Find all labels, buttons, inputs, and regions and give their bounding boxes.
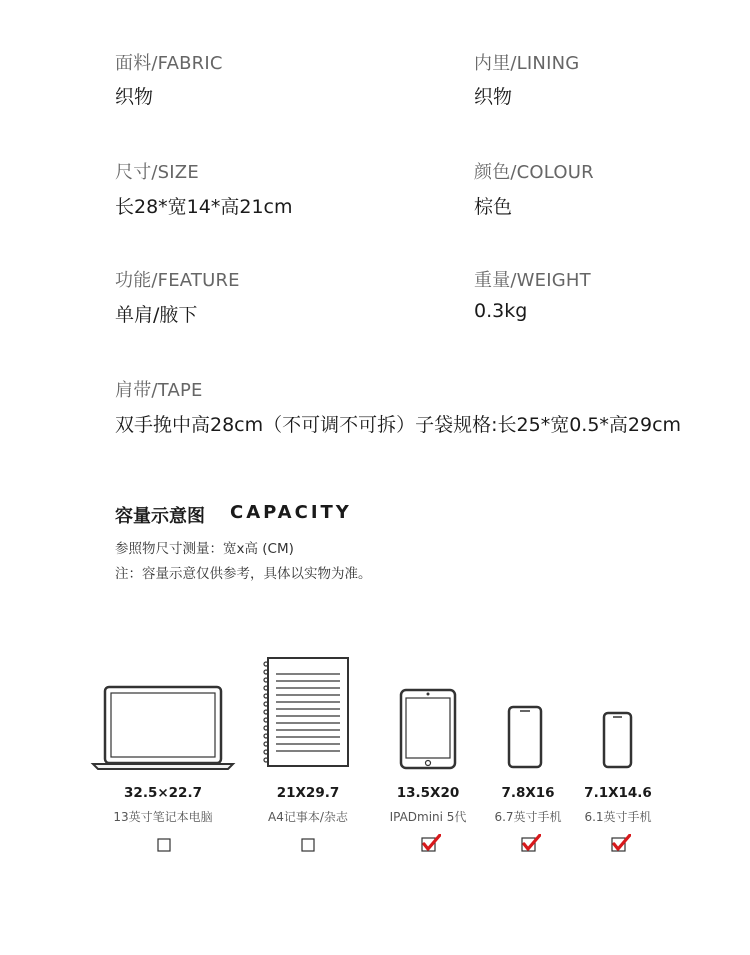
phone-6-1-icon bbox=[604, 713, 631, 767]
item-4-checkmark-icon bbox=[521, 834, 541, 852]
item-2-dims: 21X29.7 bbox=[276, 785, 340, 801]
lining-label: 内里/LINING bbox=[474, 53, 580, 74]
item-2-checkbox bbox=[301, 838, 315, 852]
notebook-icon bbox=[264, 658, 348, 766]
fabric-value: 织物 bbox=[115, 86, 154, 108]
size-value: 长28*宽14*高21cm bbox=[115, 196, 293, 218]
capacity-illustrations bbox=[0, 640, 750, 780]
item-4-dims: 7.8X16 bbox=[501, 785, 555, 801]
item-3-name: IPADmini 5代 bbox=[389, 810, 467, 824]
item-5-checkmark-icon bbox=[611, 834, 631, 852]
phone-6-7-icon bbox=[509, 707, 541, 767]
capacity-title-en: CAPACITY bbox=[230, 502, 352, 523]
item-2-name: A4记事本/杂志 bbox=[268, 810, 348, 824]
tablet-icon bbox=[401, 690, 455, 768]
item-1-checkbox bbox=[157, 838, 171, 852]
weight-label: 重量/WEIGHT bbox=[474, 270, 591, 291]
item-3-checkmark-icon bbox=[421, 834, 441, 852]
lining-value: 织物 bbox=[474, 86, 513, 108]
item-5-dims: 7.1X14.6 bbox=[584, 785, 652, 801]
tape-value: 双手挽中高28cm（不可调不可拆）子袋规格:长25*宽0.5*高29cm bbox=[115, 414, 682, 436]
fabric-label: 面料/FABRIC bbox=[115, 53, 223, 74]
feature-value: 单肩/腋下 bbox=[115, 304, 198, 326]
laptop-icon bbox=[93, 687, 233, 769]
size-label: 尺寸/SIZE bbox=[115, 162, 199, 183]
item-1-dims: 32.5×22.7 bbox=[124, 785, 202, 801]
feature-label: 功能/FEATURE bbox=[115, 270, 240, 291]
capacity-note-disclaimer: 注：容量示意仅供参考，具体以实物为准。 bbox=[115, 566, 372, 582]
colour-label: 颜色/COLOUR bbox=[474, 162, 594, 183]
capacity-note-measure: 参照物尺寸测量：宽x高 (CM) bbox=[115, 541, 294, 557]
capacity-title-cn: 容量示意图 bbox=[115, 506, 205, 527]
item-1-name: 13英寸笔记本电脑 bbox=[113, 810, 213, 824]
item-3-dims: 13.5X20 bbox=[396, 785, 460, 801]
item-5-name: 6.1英寸手机 bbox=[584, 810, 652, 824]
tape-label: 肩带/TAPE bbox=[115, 380, 203, 401]
colour-value: 棕色 bbox=[474, 196, 513, 218]
item-4-name: 6.7英寸手机 bbox=[494, 810, 562, 824]
weight-value: 0.3kg bbox=[474, 300, 528, 322]
